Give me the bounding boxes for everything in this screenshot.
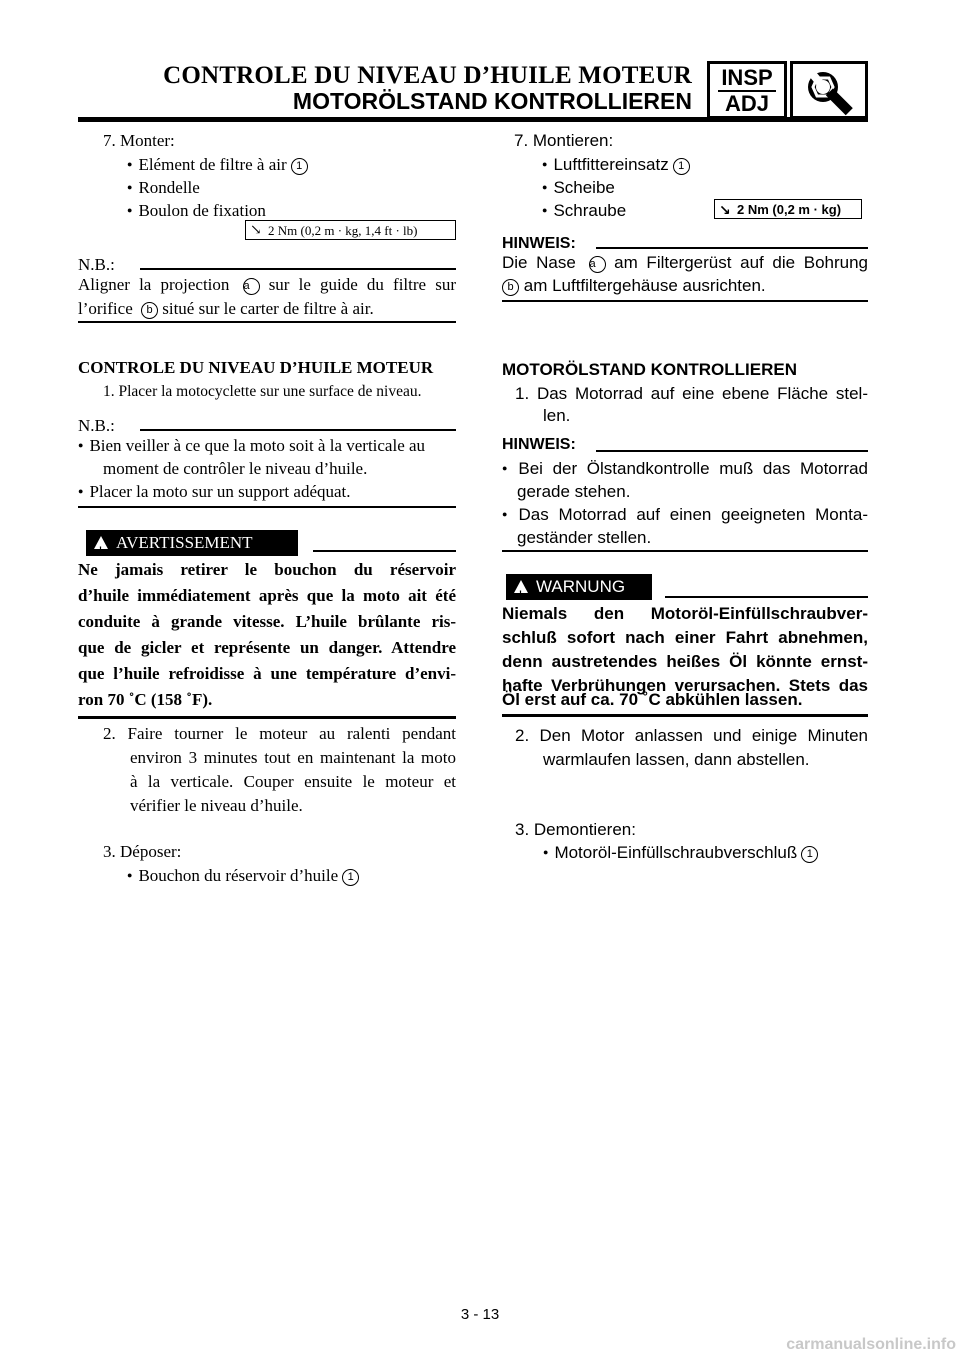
de-h2-item1: ● Bei der Ölstandkontrolle muß das Motorrad bbox=[502, 459, 868, 479]
de-hinweis2-end-rule bbox=[502, 550, 868, 552]
fr-warning-text: AVERTISSEMENT bbox=[116, 533, 253, 552]
de-h2-item2: ● Das Motorrad auf einen geeigneten Monta- bbox=[502, 505, 868, 525]
fr-nb-rule bbox=[140, 268, 456, 270]
fr-item-air-filter-label: Elément de filtre à air bbox=[138, 155, 287, 174]
fr-warn-line2: d’huile immédiatement après que la moto ait été bbox=[78, 586, 456, 605]
fr-nb2-label: N.B.: bbox=[78, 416, 115, 435]
fr-torque-value: 2 Nm (0,2 m · kg, 1,4 ft · lb) bbox=[268, 223, 418, 238]
de-warning-icon bbox=[514, 580, 528, 593]
fr-step7: 7. Monter: bbox=[103, 131, 175, 150]
fr-ref-a: a bbox=[243, 278, 260, 295]
de-step1-line1: 1. Das Motorrad auf eine ebene Fläche stel- bbox=[515, 384, 868, 403]
page-title-de: MOTORÖLSTAND KONTROLLIEREN bbox=[292, 88, 692, 114]
de-hinweis-label: HINWEIS: bbox=[502, 235, 576, 252]
de-warning-text: WARNUNG bbox=[536, 577, 626, 596]
badge-top-label: INSP bbox=[721, 65, 773, 90]
fr-step2-line1: 2. Faire tourner le moteur au ralenti pendant bbox=[103, 724, 456, 743]
fr-nb1-text-d: situé sur le carter de filtre à air. bbox=[162, 299, 374, 318]
warning-icon bbox=[94, 536, 108, 549]
de-hinweis2-label: HINWEIS: bbox=[502, 436, 576, 453]
fr-nb2-item2: ● Placer la moto sur un support adéquat. bbox=[78, 482, 351, 502]
de-h2-item1-cont: gerade stehen. bbox=[517, 482, 631, 501]
de-ref-1: 1 bbox=[673, 158, 690, 175]
fr-warn-line5: que l’huile refroidisse à une température d’envi- bbox=[78, 664, 456, 683]
fr-nb-label: N.B.: bbox=[78, 255, 115, 274]
fr-nb1-line2 bbox=[78, 299, 374, 319]
de-step2-line2: warmlaufen lassen, dann abstellen. bbox=[543, 750, 810, 769]
fr-item-bolt: ● Boulon de fixation bbox=[127, 201, 266, 221]
de-warning-rule bbox=[665, 596, 868, 598]
de-item-air-filter bbox=[542, 155, 690, 175]
fr-nb2-rule bbox=[140, 429, 456, 431]
de-hinweis2-rule bbox=[596, 450, 868, 452]
watermark: carmanualsonline.info bbox=[786, 1336, 956, 1353]
de-section-title: MOTORÖLSTAND KONTROLLIEREN bbox=[502, 360, 797, 379]
fr-item-washer: ● Rondelle bbox=[127, 178, 200, 198]
de-warn-end-rule bbox=[502, 714, 868, 717]
de-ref-a: a bbox=[589, 256, 606, 273]
de-torque-wrench-icon: ↘ bbox=[719, 202, 731, 218]
fr-step2-line4: vérifier le niveau d’huile. bbox=[130, 796, 303, 815]
fr-warn-line3: conduite à grande vitesse. L’huile brûlante ris- bbox=[78, 612, 456, 631]
de-h1-line2 bbox=[498, 276, 766, 296]
header-rule bbox=[78, 117, 868, 122]
de-warn-line1: Niemals den Motoröl-Einfüllschraubver- bbox=[502, 604, 868, 623]
de-item-oil-cap-label: Motoröl-Einfüllschraubverschluß bbox=[554, 843, 798, 862]
fr-section-title: CONTROLE DU NIVEAU D’HUILE MOTEUR bbox=[78, 358, 434, 377]
fr-ref-1: 1 bbox=[291, 158, 308, 175]
de-item-bolt: ● Schraube bbox=[542, 201, 626, 221]
de-step3: 3. Demontieren: bbox=[515, 820, 636, 839]
page-title-fr: CONTROLE DU NIVEAU D’HUILE MOTEUR bbox=[163, 62, 692, 89]
de-item-oil-cap bbox=[543, 843, 818, 863]
fr-nb2-item1: ● Bien veiller à ce que la moto soit à la verticale au bbox=[78, 436, 425, 456]
fr-step2-line3: à la verticale. Couper ensuite le moteur et bbox=[130, 772, 456, 791]
de-warn-line4: hafte Verbrühungen verursachen. Stets das bbox=[502, 676, 868, 695]
de-torque-spec bbox=[714, 199, 862, 219]
de-ref-b: b bbox=[502, 279, 519, 296]
de-warning-label bbox=[506, 574, 652, 600]
de-item-air-filter-label: Luftfittereinsatz bbox=[553, 155, 669, 174]
fr-ref-b: b bbox=[141, 302, 158, 319]
de-hinweis-end-rule bbox=[502, 300, 868, 302]
fr-warn-line6: ron 70 ˚C (158 ˚F). bbox=[78, 690, 213, 709]
fr-nb2-item1-cont: moment de contrôler le niveau d’huile. bbox=[103, 459, 368, 478]
fr-ref-1b: 1 bbox=[342, 869, 359, 886]
de-torque-value: 2 Nm (0,2 m · kg) bbox=[737, 202, 842, 217]
fr-nb1-text-c: l’orifice bbox=[78, 299, 133, 318]
de-h1-text-c: am Luftfiltergehäuse ausrichten. bbox=[523, 276, 766, 295]
page-number: 3 - 13 bbox=[460, 1306, 500, 1323]
fr-nb1-line1 bbox=[78, 275, 456, 295]
de-step1-line2: len. bbox=[543, 406, 571, 425]
fr-torque-spec bbox=[245, 220, 456, 240]
de-h1-text-b: am Filtergerüst auf die Bohrung bbox=[614, 253, 869, 272]
fr-step1: 1. Placer la motocyclette sur une surface de niveau. bbox=[103, 383, 422, 400]
de-warn-line5: Öl erst auf ca. 70 ˚C abkühlen lassen. bbox=[502, 690, 803, 709]
fr-step3: 3. Déposer: bbox=[103, 842, 182, 861]
de-h1-line1 bbox=[502, 253, 868, 273]
de-item-washer: ● Scheibe bbox=[542, 178, 615, 198]
fr-nb1-text-a: Aligner la projection bbox=[78, 275, 230, 294]
torque-wrench-icon: ↘ bbox=[250, 223, 262, 238]
fr-step2-line2: environ 3 minutes tout en maintenant la moto bbox=[130, 748, 456, 767]
de-h2-item2-cont: geständer stellen. bbox=[517, 528, 652, 547]
fr-nb1-text-b: sur le guide du filtre sur bbox=[268, 275, 457, 294]
fr-nb2-end-rule bbox=[78, 506, 456, 508]
insp-adj-badge bbox=[707, 61, 787, 119]
de-step2-line1: 2. Den Motor anlassen und einige Minuten bbox=[515, 726, 868, 745]
de-warn-line2: schluß sofort nach einer Fahrt abnehmen, bbox=[502, 628, 868, 647]
fr-warn-line4: que de gicler et représente un danger. Attendre bbox=[78, 638, 456, 657]
de-step7: 7. Montieren: bbox=[514, 131, 614, 150]
fr-warn-end-rule bbox=[78, 716, 456, 719]
fr-warning-rule bbox=[313, 550, 456, 552]
de-h1-text-a: Die Nase bbox=[502, 253, 576, 272]
de-warn-line3: denn austretendes heißes Öl könnte ernst- bbox=[502, 652, 868, 671]
wrench-icon bbox=[790, 61, 868, 119]
fr-warn-line1: Ne jamais retirer le bouchon du réservoir bbox=[78, 560, 456, 579]
fr-item-oil-cap bbox=[127, 866, 359, 886]
de-ref-1b: 1 bbox=[801, 846, 818, 863]
fr-nb-end-rule bbox=[78, 321, 456, 323]
badge-bottom-label: ADJ bbox=[724, 91, 769, 116]
fr-item-oil-cap-label: Bouchon du réservoir d’huile bbox=[138, 866, 339, 885]
de-hinweis-rule bbox=[596, 247, 868, 249]
fr-item-air-filter bbox=[127, 155, 308, 175]
fr-warning-label bbox=[86, 530, 298, 556]
